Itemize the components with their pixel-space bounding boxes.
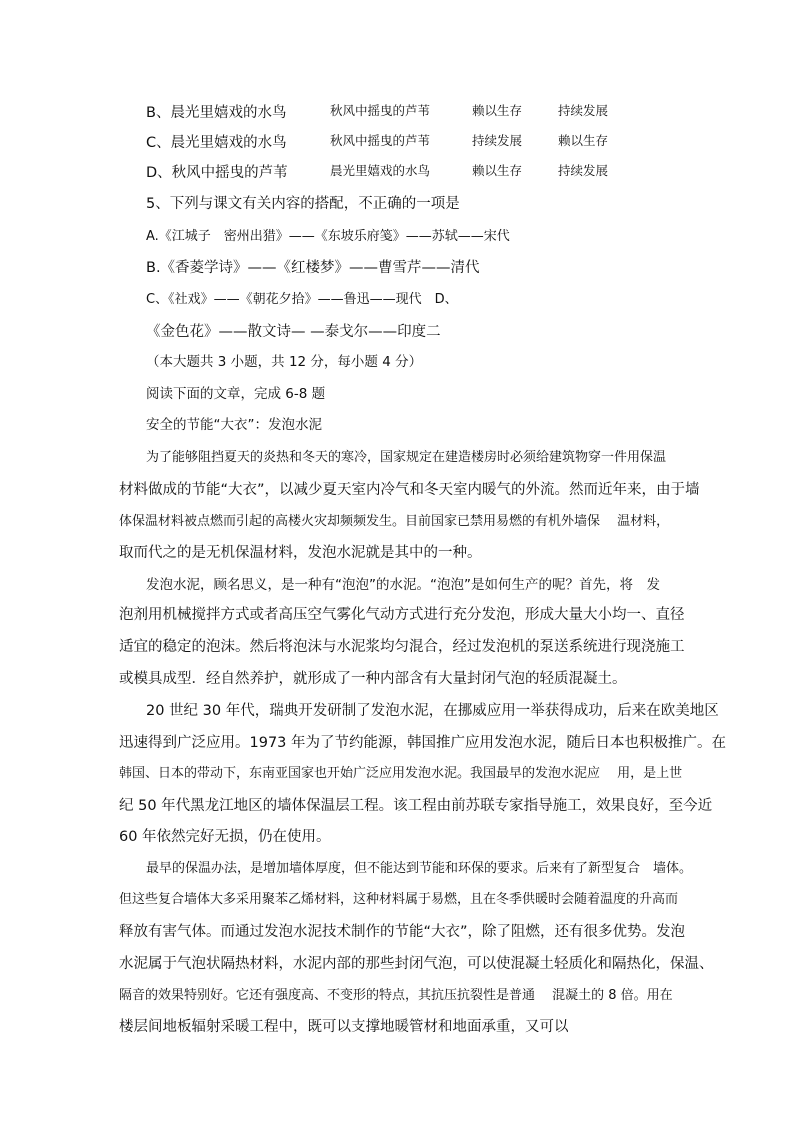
- question-5-option-d: 《金色花》——散文诗— —泰戈尔——印度二: [146, 324, 441, 340]
- option-b-phrase-2: 赖以生存: [472, 103, 523, 118]
- question-5-option-b: B.《香菱学诗》——《红楼梦》——曹雪芹——清代: [146, 260, 480, 276]
- paragraph-4-line-1: 最早的保温办法，是增加墙体厚度，但不能达到节能和环保的要求。后来有了新型复合 墙体。: [146, 861, 693, 876]
- paragraph-4-line-6: 楼层间地板辐射采暖工程中，既可以支撑地暖管材和地面承重，又可以: [119, 1019, 569, 1035]
- reading-instruction: 阅读下面的文章，完成 6-8 题: [146, 386, 326, 402]
- option-d-label: D、秋风中摇曳的芦苇: [146, 165, 288, 181]
- paragraph-4-line-4: 水泥属于气泡状隔热材料，水泥内部的那些封闭气泡，可以使混凝土轻质化和隔热化，保温、: [119, 956, 714, 972]
- option-b-phrase-3: 持续发展: [558, 103, 609, 118]
- paragraph-1-line-3: 体保温材料被点燃而引起的高楼火灾却频频发生。目前国家已禁用易燃的有机外墙保 温材料，: [119, 514, 670, 529]
- paragraph-1-line-1: 为了能够阻挡夏天的炎热和冬天的寒冷，国家规定在建造楼房时必须给建筑物穿一件用保温: [146, 450, 667, 465]
- option-d-phrase-1: 晨光里嬉戏的水鸟: [330, 163, 431, 178]
- option-d-phrase-2: 赖以生存: [472, 163, 523, 178]
- paragraph-2-line-4: 或模具成型．经自然养护，就形成了一种内部含有大量封闭气泡的轻质混凝土。: [119, 671, 627, 687]
- option-b-phrase-1: 秋风中摇曳的芦苇: [330, 103, 431, 118]
- paragraph-4-line-3: 释放有害气体。而通过发泡水泥技术制作的节能“大衣”，除了阻燃，还有很多优势。发泡: [119, 924, 686, 940]
- paragraph-3-line-3: 韩国、日本的带动下，东南亚国家也开始广泛应用发泡水泥。我国最早的发泡水泥应 用，是上世: [119, 766, 683, 781]
- paragraph-2-line-2: 泡剂用机械搅拌方式或者高压空气雾化气动方式进行充分发泡，形成大量大小均一、直径: [119, 607, 685, 623]
- paragraph-1-line-4: 取而代之的是无机保温材料，发泡水泥就是其中的一种。: [119, 545, 482, 561]
- paragraph-3-line-2: 迅速得到广泛应用。1973 年为了节约能源，韩国推广应用发泡水泥，随后日本也积极推广。在: [119, 735, 727, 751]
- section-note: （本大题共 3 小题，共 12 分，每小题 4 分）: [146, 354, 423, 370]
- option-c-phrase-1: 秋风中摇曳的芦苇: [330, 133, 431, 148]
- question-5-option-a: A.《江城子 密州出猎》——《东坡乐府笺》——苏轼——宋代: [146, 229, 510, 244]
- paragraph-2-line-1: 发泡水泥，顾名思义，是一种有“泡泡”的水泥。“泡泡”是如何生产的呢？首先，将 发: [146, 577, 660, 593]
- option-b-label: B、晨光里嬉戏的水鸟: [146, 105, 287, 121]
- option-b-row: [146, 101, 666, 121]
- paragraph-1-line-2: 材料做成的节能“大衣”，以减少夏天室内冷气和冬天室内暖气的外流。然而近年来，由于墙: [119, 482, 700, 498]
- option-d-row: [146, 161, 666, 181]
- paragraph-4-line-2: 但这些复合墙体大多采用聚苯乙烯材料，这种材料属于易燃，且在冬季供暖时会随着温度的升高而: [119, 892, 679, 907]
- option-c-phrase-2: 持续发展: [472, 133, 523, 148]
- option-d-phrase-3: 持续发展: [558, 163, 609, 178]
- paragraph-3-line-5: 60 年依然完好无损，仍在使用。: [119, 829, 331, 845]
- paragraph-4-line-5: 隔音的效果特别好。它还有强度高、不变形的特点，其抗压抗裂性是普通 混凝土的 8 倍。用在: [119, 988, 673, 1003]
- question-5-option-c: C、《社戏》——《朝花夕拾》——鲁迅——现代 D、: [146, 292, 458, 307]
- paragraph-3-line-4: 纪 50 年代黑龙江地区的墙体保温层工程。该工程由前苏联专家指导施工，效果良好，至今近: [119, 798, 713, 814]
- option-c-label: C、晨光里嬉戏的水鸟: [146, 135, 287, 151]
- paragraph-2-line-3: 适宜的稳定的泡沫。然后将泡沫与水泥浆均匀混合，经过发泡机的泵送系统进行现浇施工: [119, 639, 685, 655]
- question-5-stem: 5、下列与课文有关内容的搭配，不正确的一项是: [146, 196, 460, 212]
- passage-title: 安全的节能“大衣”：发泡水泥: [146, 417, 322, 433]
- paragraph-3-line-1: 20 世纪 30 年代，瑞典开发研制了发泡水泥，在挪威应用一举获得成功，后来在欧美地区: [146, 703, 719, 719]
- option-c-phrase-3: 赖以生存: [558, 133, 609, 148]
- option-c-row: [146, 131, 666, 151]
